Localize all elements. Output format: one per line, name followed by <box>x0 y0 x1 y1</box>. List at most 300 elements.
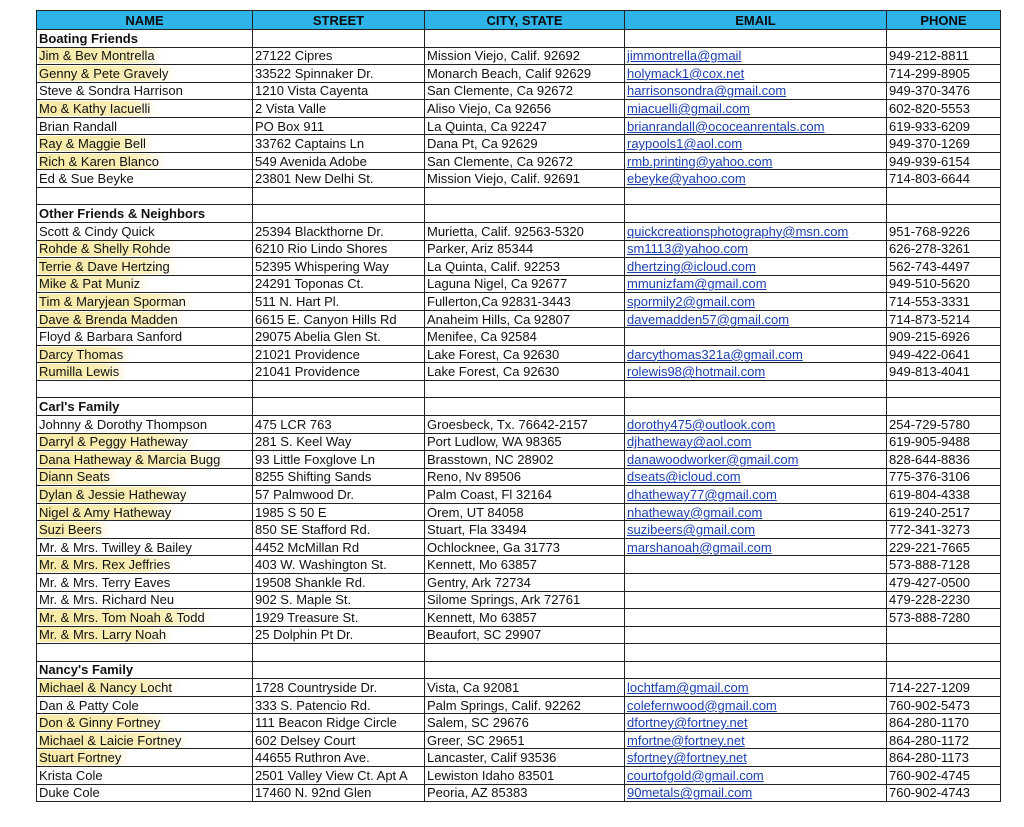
email-link[interactable]: marshanoah@gmail.com <box>627 539 772 555</box>
street-cell: 25 Dolphin Pt Dr. <box>253 626 425 644</box>
phone-cell: 714-873-5214 <box>887 310 1001 328</box>
empty-cell <box>887 661 1001 679</box>
email-link[interactable]: raypools1@aol.com <box>627 136 743 152</box>
phone-cell: 254-729-5780 <box>887 416 1001 434</box>
phone-cell: 775-376-3106 <box>887 468 1001 486</box>
table-row <box>37 731 1001 749</box>
street-cell: 902 S. Maple St. <box>253 591 425 609</box>
phone-cell: 864-280-1172 <box>887 731 1001 749</box>
email-cell <box>625 100 887 118</box>
phone-cell: 828-644-8836 <box>887 451 1001 469</box>
contact-name: Rumilla Lewis <box>39 364 127 379</box>
phone-cell: 229-221-7665 <box>887 538 1001 556</box>
email-cell <box>625 766 887 784</box>
email-link[interactable]: harrisonsondra@gmail.com <box>627 83 787 99</box>
city-state-cell: Salem, SC 29676 <box>425 714 625 732</box>
table-row <box>37 135 1001 153</box>
phone-cell: 949-422-0641 <box>887 345 1001 363</box>
empty-cell <box>425 380 625 398</box>
email-cell <box>625 47 887 65</box>
table-row <box>37 152 1001 170</box>
city-state-cell: Mission Viejo, Calif. 92692 <box>425 47 625 65</box>
table-row <box>37 416 1001 434</box>
email-link[interactable]: jimmontrella@gmail <box>627 48 742 64</box>
email-link[interactable]: suzibeers@gmail.com <box>627 522 756 538</box>
city-state-cell: Kennett, Mo 63857 <box>425 609 625 627</box>
email-cell <box>625 468 887 486</box>
name-cell <box>37 784 253 802</box>
city-state-cell: Anaheim Hills, Ca 92807 <box>425 310 625 328</box>
phone-cell: 619-905-9488 <box>887 433 1001 451</box>
email-cell <box>625 714 887 732</box>
email-link[interactable]: miacuelli@gmail.com <box>627 100 751 116</box>
email-link[interactable]: nhatheway@gmail.com <box>627 504 763 520</box>
email-link[interactable]: djhatheway@aol.com <box>627 434 752 450</box>
city-state-cell: Mission Viejo, Calif. 92691 <box>425 170 625 188</box>
phone-cell: 949-510-5620 <box>887 275 1001 293</box>
table-row <box>37 258 1001 276</box>
phone-cell: 714-299-8905 <box>887 65 1001 83</box>
phone-cell: 562-743-4497 <box>887 258 1001 276</box>
table-row <box>37 749 1001 767</box>
phone-cell: 949-212-8811 <box>887 47 1001 65</box>
street-cell: 1728 Countryside Dr. <box>253 679 425 697</box>
name-cell <box>37 573 253 591</box>
email-link[interactable]: rolewis98@hotmail.com <box>627 364 766 380</box>
name-cell <box>37 135 253 153</box>
spacer-row <box>37 380 1001 398</box>
header-email: EMAIL <box>625 11 887 30</box>
street-cell: 57 Palmwood Dr. <box>253 486 425 504</box>
phone-cell: 949-370-1269 <box>887 135 1001 153</box>
street-cell: 6210 Rio Lindo Shores <box>253 240 425 258</box>
name-cell <box>37 170 253 188</box>
email-link[interactable]: 90metals@gmail.com <box>627 785 753 801</box>
empty-cell <box>253 380 425 398</box>
email-link[interactable]: rmb.printing@yahoo.com <box>627 153 773 169</box>
city-state-cell: Orem, UT 84058 <box>425 503 625 521</box>
street-cell: 850 SE Stafford Rd. <box>253 521 425 539</box>
phone-cell: 602-820-5553 <box>887 100 1001 118</box>
table-row <box>37 451 1001 469</box>
name-cell <box>37 766 253 784</box>
empty-cell <box>37 380 253 398</box>
phone-cell: 714-553-3331 <box>887 293 1001 311</box>
city-state-cell: Dana Pt, Ca 92629 <box>425 135 625 153</box>
city-state-cell: Ochlocknee, Ga 31773 <box>425 538 625 556</box>
email-cell <box>625 486 887 504</box>
name-cell <box>37 240 253 258</box>
contact-name: Nigel & Amy Hatheway <box>39 505 179 520</box>
header-row <box>37 11 1001 30</box>
name-cell <box>37 591 253 609</box>
table-row <box>37 679 1001 697</box>
email-link[interactable]: dseats@icloud.com <box>627 469 741 485</box>
table-row <box>37 486 1001 504</box>
contact-name: Michael & Nancy Locht <box>39 680 180 695</box>
contact-name: Don & Ginny Fortney <box>39 715 168 730</box>
city-state-cell: Vista, Ca 92081 <box>425 679 625 697</box>
city-state-cell: Lake Forest, Ca 92630 <box>425 363 625 381</box>
phone-cell: 864-280-1173 <box>887 749 1001 767</box>
street-cell: 475 LCR 763 <box>253 416 425 434</box>
contact-name: Jim & Bev Montrella <box>39 48 163 63</box>
email-link[interactable]: dfortney@fortney.net <box>627 715 748 731</box>
contact-name: Ed & Sue Beyke <box>39 171 134 187</box>
street-cell: 17460 N. 92nd Glen <box>253 784 425 802</box>
empty-cell <box>253 187 425 205</box>
email-cell <box>625 65 887 83</box>
empty-cell <box>887 30 1001 48</box>
city-state-cell: Palm Coast, Fl 32164 <box>425 486 625 504</box>
table-row <box>37 784 1001 802</box>
contact-name: Dana Hatheway & Marcia Bugg <box>39 452 228 467</box>
contact-name: Terrie & Dave Hertzing <box>39 259 178 274</box>
contact-name: Dave & Brenda Madden <box>39 312 186 327</box>
city-state-cell: Lake Forest, Ca 92630 <box>425 345 625 363</box>
empty-cell <box>625 661 887 679</box>
email-link[interactable]: courtofgold@gmail.com <box>627 767 764 783</box>
contact-name: Mr. & Mrs. Twilley & Bailey <box>39 539 192 555</box>
name-cell <box>37 117 253 135</box>
city-state-cell: Beaufort, SC 29907 <box>425 626 625 644</box>
street-cell: 44655 Ruthron Ave. <box>253 749 425 767</box>
table-row <box>37 170 1001 188</box>
contact-name: Mo & Kathy Iacuelli <box>39 101 158 116</box>
table-row <box>37 609 1001 627</box>
city-state-cell: Lewiston Idaho 83501 <box>425 766 625 784</box>
street-cell: 21021 Providence <box>253 345 425 363</box>
empty-cell <box>425 205 625 223</box>
contact-name: Duke Cole <box>39 785 100 801</box>
city-state-cell: Kennett, Mo 63857 <box>425 556 625 574</box>
section-row <box>37 30 1001 48</box>
email-link[interactable]: ebeyke@yahoo.com <box>627 171 746 187</box>
phone-cell: 626-278-3261 <box>887 240 1001 258</box>
table-row <box>37 433 1001 451</box>
phone-cell: 951-768-9226 <box>887 223 1001 241</box>
name-cell <box>37 82 253 100</box>
name-cell <box>37 679 253 697</box>
street-cell: 2 Vista Valle <box>253 100 425 118</box>
table-row <box>37 538 1001 556</box>
city-state-cell: Monarch Beach, Calif 92629 <box>425 65 625 83</box>
empty-cell <box>887 205 1001 223</box>
name-cell <box>37 556 253 574</box>
empty-cell <box>625 644 887 662</box>
city-state-cell: Menifee, Ca 92584 <box>425 328 625 346</box>
empty-cell <box>625 380 887 398</box>
section-row <box>37 661 1001 679</box>
city-state-cell: Fullerton,Ca 92831-3443 <box>425 293 625 311</box>
empty-cell <box>887 380 1001 398</box>
name-cell <box>37 714 253 732</box>
table-row <box>37 714 1001 732</box>
empty-cell <box>253 661 425 679</box>
street-cell: 33522 Spinnaker Dr. <box>253 65 425 83</box>
phone-cell: 573-888-7280 <box>887 609 1001 627</box>
email-cell <box>625 433 887 451</box>
street-cell: 549 Avenida Adobe <box>253 152 425 170</box>
contact-name: Rich & Karen Blanco <box>39 154 167 169</box>
name-cell <box>37 451 253 469</box>
name-cell <box>37 696 253 714</box>
contact-table <box>36 10 1001 802</box>
contact-name: Johnny & Dorothy Thompson <box>39 416 208 432</box>
phone-cell: 479-228-2230 <box>887 591 1001 609</box>
email-link[interactable]: sfortney@fortney.net <box>627 750 747 766</box>
email-link[interactable]: dorothy475@outlook.com <box>627 416 776 432</box>
empty-cell <box>425 398 625 416</box>
phone-cell: 619-933-6209 <box>887 117 1001 135</box>
city-state-cell: Stuart, Fla 33494 <box>425 521 625 539</box>
empty-cell <box>625 187 887 205</box>
email-link[interactable]: spormily2@gmail.com <box>627 293 756 309</box>
empty-cell <box>625 30 887 48</box>
city-state-cell: Silome Springs, Ark 72761 <box>425 591 625 609</box>
table-row <box>37 117 1001 135</box>
name-cell <box>37 521 253 539</box>
email-cell <box>625 258 887 276</box>
name-cell <box>37 65 253 83</box>
city-state-cell: San Clemente, Ca 92672 <box>425 82 625 100</box>
email-link[interactable]: holymack1@cox.net <box>627 65 745 81</box>
contact-name: Mike & Pat Muniz <box>39 276 148 291</box>
email-cell <box>625 696 887 714</box>
spacer-row <box>37 187 1001 205</box>
email-cell <box>625 82 887 100</box>
city-state-cell: Brasstown, NC 28902 <box>425 451 625 469</box>
email-link[interactable]: darcythomas321a@gmail.com <box>627 346 803 362</box>
email-cell <box>625 784 887 802</box>
name-cell <box>37 538 253 556</box>
contact-name: Tim & Maryjean Sporman <box>39 294 194 309</box>
empty-cell <box>253 30 425 48</box>
contact-name: Brian Randall <box>39 118 118 134</box>
phone-cell: 619-804-4338 <box>887 486 1001 504</box>
table-row <box>37 766 1001 784</box>
contact-name: Mr. & Mrs. Larry Noah <box>39 627 174 642</box>
name-cell <box>37 152 253 170</box>
city-state-cell: Port Ludlow, WA 98365 <box>425 433 625 451</box>
email-cell <box>625 556 887 574</box>
street-cell: 21041 Providence <box>253 363 425 381</box>
email-cell <box>625 749 887 767</box>
email-cell <box>625 731 887 749</box>
email-link[interactable]: dhatheway77@gmail.com <box>627 486 777 502</box>
table-row <box>37 65 1001 83</box>
contact-name: Stuart Fortney <box>39 750 129 765</box>
table-row <box>37 293 1001 311</box>
email-cell <box>625 310 887 328</box>
email-cell <box>625 609 887 627</box>
section-title: Nancy's Family <box>37 661 253 679</box>
contact-name: Steve & Sondra Harrison <box>39 83 183 99</box>
contact-name: Suzi Beers <box>39 522 110 537</box>
email-cell <box>625 345 887 363</box>
email-link[interactable]: davemadden57@gmail.com <box>627 311 790 327</box>
name-cell <box>37 749 253 767</box>
table-row <box>37 310 1001 328</box>
name-cell <box>37 293 253 311</box>
street-cell: 8255 Shifting Sands <box>253 468 425 486</box>
contact-name: Mr. & Mrs. Rex Jeffries <box>39 557 178 572</box>
table-row <box>37 328 1001 346</box>
name-cell <box>37 258 253 276</box>
table-row <box>37 521 1001 539</box>
email-cell <box>625 170 887 188</box>
city-state-cell: Parker, Ariz 85344 <box>425 240 625 258</box>
table-row <box>37 240 1001 258</box>
name-cell <box>37 626 253 644</box>
name-cell <box>37 275 253 293</box>
table-row <box>37 556 1001 574</box>
email-cell <box>625 538 887 556</box>
name-cell <box>37 468 253 486</box>
street-cell: 2501 Valley View Ct. Apt A <box>253 766 425 784</box>
table-row <box>37 626 1001 644</box>
contact-name: Michael & Laicie Fortney <box>39 733 189 748</box>
street-cell: 6615 E. Canyon Hills Rd <box>253 310 425 328</box>
email-cell <box>625 223 887 241</box>
street-cell: 602 Delsey Court <box>253 731 425 749</box>
table-row <box>37 82 1001 100</box>
table-body <box>37 30 1001 802</box>
phone-cell: 714-227-1209 <box>887 679 1001 697</box>
email-cell <box>625 135 887 153</box>
email-cell <box>625 451 887 469</box>
name-cell <box>37 486 253 504</box>
table-row <box>37 573 1001 591</box>
email-cell <box>625 293 887 311</box>
phone-cell: 864-280-1170 <box>887 714 1001 732</box>
contact-name: Dylan & Jessie Hatheway <box>39 487 194 502</box>
empty-cell <box>887 644 1001 662</box>
empty-cell <box>37 187 253 205</box>
contact-name: Mr. & Mrs. Terry Eaves <box>39 574 171 590</box>
table-row <box>37 100 1001 118</box>
empty-cell <box>625 398 887 416</box>
contact-name: Ray & Maggie Bell <box>39 136 154 151</box>
email-link[interactable]: lochtfam@gmail.com <box>627 680 749 695</box>
street-cell: 27122 Cipres <box>253 47 425 65</box>
email-cell <box>625 275 887 293</box>
email-link[interactable]: danawoodworker@gmail.com <box>627 451 799 467</box>
city-state-cell: La Quinta, Calif. 92253 <box>425 258 625 276</box>
email-cell <box>625 591 887 609</box>
table-row <box>37 468 1001 486</box>
street-cell: 1210 Vista Cayenta <box>253 82 425 100</box>
email-cell <box>625 503 887 521</box>
contact-name: Mr. & Mrs. Tom Noah & Todd <box>39 610 213 625</box>
email-cell <box>625 416 887 434</box>
email-link[interactable]: sm1113@yahoo.com <box>627 241 749 257</box>
email-link[interactable]: dhertzing@icloud.com <box>627 258 756 274</box>
email-cell <box>625 152 887 170</box>
header-phone: PHONE <box>887 11 1001 30</box>
street-cell: 1985 S 50 E <box>253 503 425 521</box>
table-row <box>37 47 1001 65</box>
email-link[interactable]: mfortne@fortney.net <box>627 732 745 748</box>
name-cell <box>37 100 253 118</box>
phone-cell: 949-939-6154 <box>887 152 1001 170</box>
header-street: STREET <box>253 11 425 30</box>
street-cell: 23801 New Delhi St. <box>253 170 425 188</box>
city-state-cell: Palm Springs, Calif. 92262 <box>425 696 625 714</box>
email-cell <box>625 679 887 697</box>
spacer-row <box>37 644 1001 662</box>
table-row <box>37 345 1001 363</box>
empty-cell <box>887 187 1001 205</box>
city-state-cell: San Clemente, Ca 92672 <box>425 152 625 170</box>
email-cell <box>625 328 887 346</box>
street-cell: 25394 Blackthorne Dr. <box>253 223 425 241</box>
contact-name: Dan & Patty Cole <box>39 697 139 713</box>
name-cell <box>37 416 253 434</box>
empty-cell <box>253 644 425 662</box>
email-link[interactable]: colefernwood@gmail.com <box>627 697 777 713</box>
email-cell <box>625 363 887 381</box>
section-title: Boating Friends <box>37 30 253 48</box>
phone-cell: 760-902-5473 <box>887 696 1001 714</box>
name-cell <box>37 47 253 65</box>
city-state-cell: Groesbeck, Tx. 76642-2157 <box>425 416 625 434</box>
contact-name: Genny & Pete Gravely <box>39 66 176 81</box>
city-state-cell: Laguna Nigel, Ca 92677 <box>425 275 625 293</box>
street-cell: 33762 Captains Ln <box>253 135 425 153</box>
street-cell: 29075 Abelia Glen St. <box>253 328 425 346</box>
contact-name: Diann Seats <box>39 469 118 484</box>
header-city-state: CITY, STATE <box>425 11 625 30</box>
phone-cell: 479-427-0500 <box>887 573 1001 591</box>
table-row <box>37 275 1001 293</box>
street-cell: 111 Beacon Ridge Circle <box>253 714 425 732</box>
empty-cell <box>425 644 625 662</box>
email-link[interactable]: brianrandall@ococeanrentals.com <box>627 118 825 134</box>
contact-name: Krista Cole <box>39 767 103 783</box>
street-cell: 24291 Toponas Ct. <box>253 275 425 293</box>
contact-name: Darcy Thomas <box>39 347 131 362</box>
empty-cell <box>253 205 425 223</box>
phone-cell <box>887 626 1001 644</box>
email-cell <box>625 626 887 644</box>
name-cell <box>37 345 253 363</box>
street-cell: PO Box 911 <box>253 117 425 135</box>
phone-cell: 772-341-3273 <box>887 521 1001 539</box>
name-cell <box>37 223 253 241</box>
phone-cell: 909-215-6926 <box>887 328 1001 346</box>
phone-cell: 619-240-2517 <box>887 503 1001 521</box>
email-link[interactable]: quickcreationsphotography@msn.com <box>627 223 849 239</box>
street-cell: 93 Little Foxglove Ln <box>253 451 425 469</box>
contact-name: Scott & Cindy Quick <box>39 223 155 239</box>
phone-cell: 949-370-3476 <box>887 82 1001 100</box>
empty-cell <box>253 398 425 416</box>
phone-cell: 760-902-4745 <box>887 766 1001 784</box>
empty-cell <box>625 205 887 223</box>
section-title: Carl's Family <box>37 398 253 416</box>
contact-name: Rohde & Shelly Rohde <box>39 241 179 256</box>
table-row <box>37 503 1001 521</box>
phone-cell: 573-888-7128 <box>887 556 1001 574</box>
city-state-cell: La Quinta, Ca 92247 <box>425 117 625 135</box>
street-cell: 511 N. Hart Pl. <box>253 293 425 311</box>
name-cell <box>37 328 253 346</box>
empty-cell <box>425 30 625 48</box>
city-state-cell: Peoria, AZ 85383 <box>425 784 625 802</box>
empty-cell <box>887 398 1001 416</box>
email-link[interactable]: mmunizfam@gmail.com <box>627 276 767 292</box>
